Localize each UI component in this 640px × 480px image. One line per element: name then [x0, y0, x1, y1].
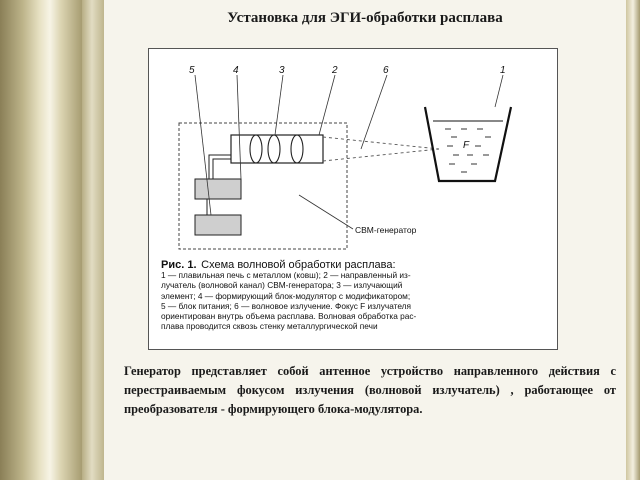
decorative-frame-right [626, 0, 640, 480]
wire-2 [213, 159, 231, 179]
radiator-tube [231, 135, 323, 163]
slide-content [104, 0, 626, 480]
generator-label: СВМ-генератор [355, 225, 417, 235]
lens-2 [268, 135, 280, 163]
caption-line: плава проводится сквозь стенку металлургической печи [161, 321, 378, 332]
callout-4: 4 [233, 65, 239, 76]
power-supply-block [195, 215, 241, 235]
callout-1: 1 [500, 65, 506, 76]
slide-description: Генератор представляет собой антенное устройство направленного действия с перестраиваемым фокусом излучения (волновой излучатель) , работающее от преобразователя - формирующего блока-модулятора. [124, 364, 616, 416]
beam-upper [323, 137, 439, 149]
caption-title: Схема волновой обработки расплава: [201, 259, 396, 271]
figure-caption [161, 260, 545, 331]
lens-3 [291, 135, 303, 163]
figure-panel [148, 48, 558, 350]
decorative-frame-left [0, 0, 104, 480]
caption-line: лучатель (волновой канал) СВМ-генератора; 3 — излучающий [161, 280, 403, 291]
slide-title: Установка для ЭГИ-обработки расплава [227, 10, 503, 26]
callout-2: 2 [332, 65, 338, 76]
lens-1 [250, 135, 262, 163]
callout-3: 3 [279, 65, 285, 76]
callout-6: 6 [383, 65, 389, 76]
callout-5: 5 [189, 65, 195, 76]
modulator-block [195, 179, 241, 199]
callout-leaders [195, 75, 503, 229]
caption-line: ориентирован внутрь объема расплава. Волновая обработка рас- [161, 311, 417, 322]
focus-label: F [463, 140, 470, 151]
caption-line: элемент; 4 — формирующий блок-модулятор с модификатором; [161, 290, 411, 301]
caption-line: 1 — плавильная печь с металлом (ковш); 2 — направленный из- [161, 270, 411, 281]
caption-label: Рис. 1. [161, 259, 197, 271]
beam-lower [323, 149, 439, 161]
caption-line: 5 — блок питания; 6 — волновое излучение. Фокус F излучателя [161, 300, 412, 311]
